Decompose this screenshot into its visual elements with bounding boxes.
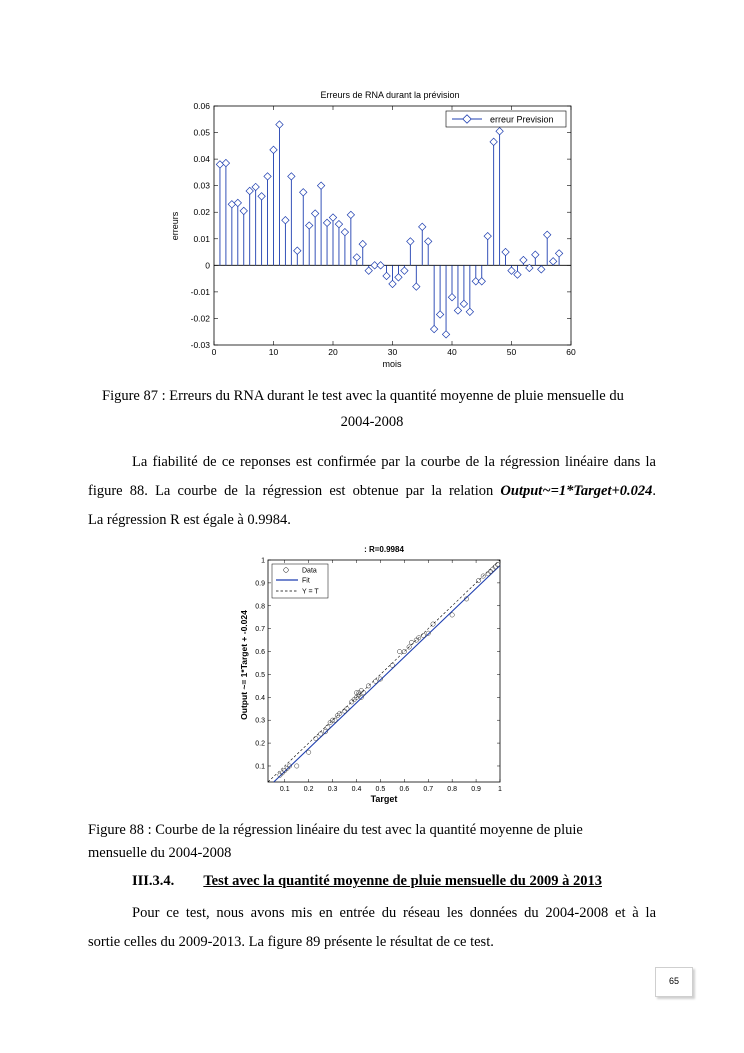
legend-label-data: Data	[302, 567, 317, 575]
y-axis-label: erreurs	[170, 211, 180, 241]
paragraph-line: La régression R est égale à 0.9984.	[88, 512, 291, 528]
x-axis-label: mois	[382, 359, 402, 369]
regression-chart	[236, 540, 516, 812]
y-axis-label: Output ~= 1*Target + -0.024	[239, 610, 249, 720]
y-tick-label: 0.6	[255, 649, 265, 657]
y-tick-label: -0.03	[190, 340, 210, 350]
x-axis-label: Target	[370, 794, 398, 804]
figure-88-caption: Figure 88 : Courbe de la régression linéaire du test avec la quantité moyenne de pluie mensuelle du 2004-2008	[88, 822, 583, 861]
y-tick-label: 0.06	[193, 101, 210, 111]
y-tick-label: 0.9	[255, 580, 265, 588]
paragraph-test	[88, 899, 656, 957]
paragraph-regression	[88, 448, 656, 535]
x-tick-label: 0.1	[279, 786, 290, 793]
x-tick-label: 30	[387, 347, 398, 357]
y-tick-label: 0.01	[193, 233, 210, 244]
x-tick-label: 0.7	[423, 786, 434, 793]
y-tick-label: 0.02	[193, 207, 210, 218]
x-tick-label: 0.9	[471, 786, 481, 793]
y-tick-label: 0.5	[255, 671, 265, 679]
y-tick-label: 0.8	[255, 603, 265, 611]
x-tick-label: 20	[328, 347, 338, 357]
legend	[272, 564, 328, 598]
page-number: 65	[668, 976, 679, 986]
figure-87-caption: Figure 87 : Erreurs du RNA durant le test avec la quantité moyenne de pluie mensuelle du	[102, 388, 624, 404]
section-title: Test avec la quantité moyenne de pluie mensuelle du 2009 à 2013	[203, 873, 602, 889]
x-tick-label: 0.3	[327, 786, 338, 793]
x-tick-label: 0.8	[447, 786, 458, 793]
y-tick-label: 0.05	[193, 127, 210, 138]
y-tick-label: 0.03	[193, 180, 210, 191]
x-tick-label: 0.2	[303, 786, 314, 793]
x-tick-label: 50	[506, 347, 517, 357]
paragraph-line: figure 88. La courbe de la régression est obtenue par la relation Output~=1*Target+0.024.	[88, 483, 656, 499]
paragraph-line: Pour ce test, nous avons mis en entrée du réseau les données du 2004-2008 et à la	[132, 905, 656, 921]
y-tick-label: 0.2	[255, 740, 265, 748]
y-tick-label: 1	[261, 557, 265, 565]
error-stem-chart	[160, 86, 590, 376]
x-tick-label: 1	[498, 786, 502, 793]
y-tick-label: 0.04	[193, 154, 210, 165]
regression-formula: Output~=1*Target+0.024	[500, 483, 653, 499]
y-tick-label: -0.02	[190, 313, 210, 324]
section-heading	[132, 870, 602, 892]
x-tick-label: 0.6	[399, 786, 410, 793]
x-tick-label: 0	[211, 347, 217, 357]
paragraph-line: sortie celles du 2009-2013. La figure 89 présente le résultat de ce test.	[88, 934, 494, 950]
y-tick-label: 0.3	[255, 717, 265, 725]
x-tick-label: 10	[268, 347, 279, 357]
y-tick-label: 0	[205, 260, 210, 271]
legend-label-fit: Fit	[302, 577, 310, 585]
x-tick-label: 40	[447, 347, 457, 357]
y-tick-label: -0.01	[190, 286, 210, 297]
legend-label-identity: Y = T	[302, 588, 319, 596]
y-tick-label: 0.7	[255, 626, 265, 634]
x-tick-label: 60	[566, 347, 576, 357]
figure-87-caption-line2: 2004-2008	[340, 414, 404, 430]
legend-label: erreur Prevision	[490, 114, 554, 125]
section-number: III.3.4.	[132, 873, 175, 889]
page-number-box	[655, 967, 693, 997]
x-tick-label: 0.5	[375, 786, 386, 793]
chart-title: Erreurs de RNA durant la prévision	[320, 90, 460, 100]
y-tick-label: 0.4	[255, 694, 265, 702]
chart-title: : R=0.9984	[364, 545, 404, 554]
y-tick-label: 0.1	[255, 763, 265, 771]
paragraph-line: La fiabilité de ce reponses est confirmée par la courbe de la régression linéaire dans la	[132, 454, 656, 470]
legend	[446, 111, 566, 127]
x-tick-label: 0.4	[351, 786, 362, 793]
